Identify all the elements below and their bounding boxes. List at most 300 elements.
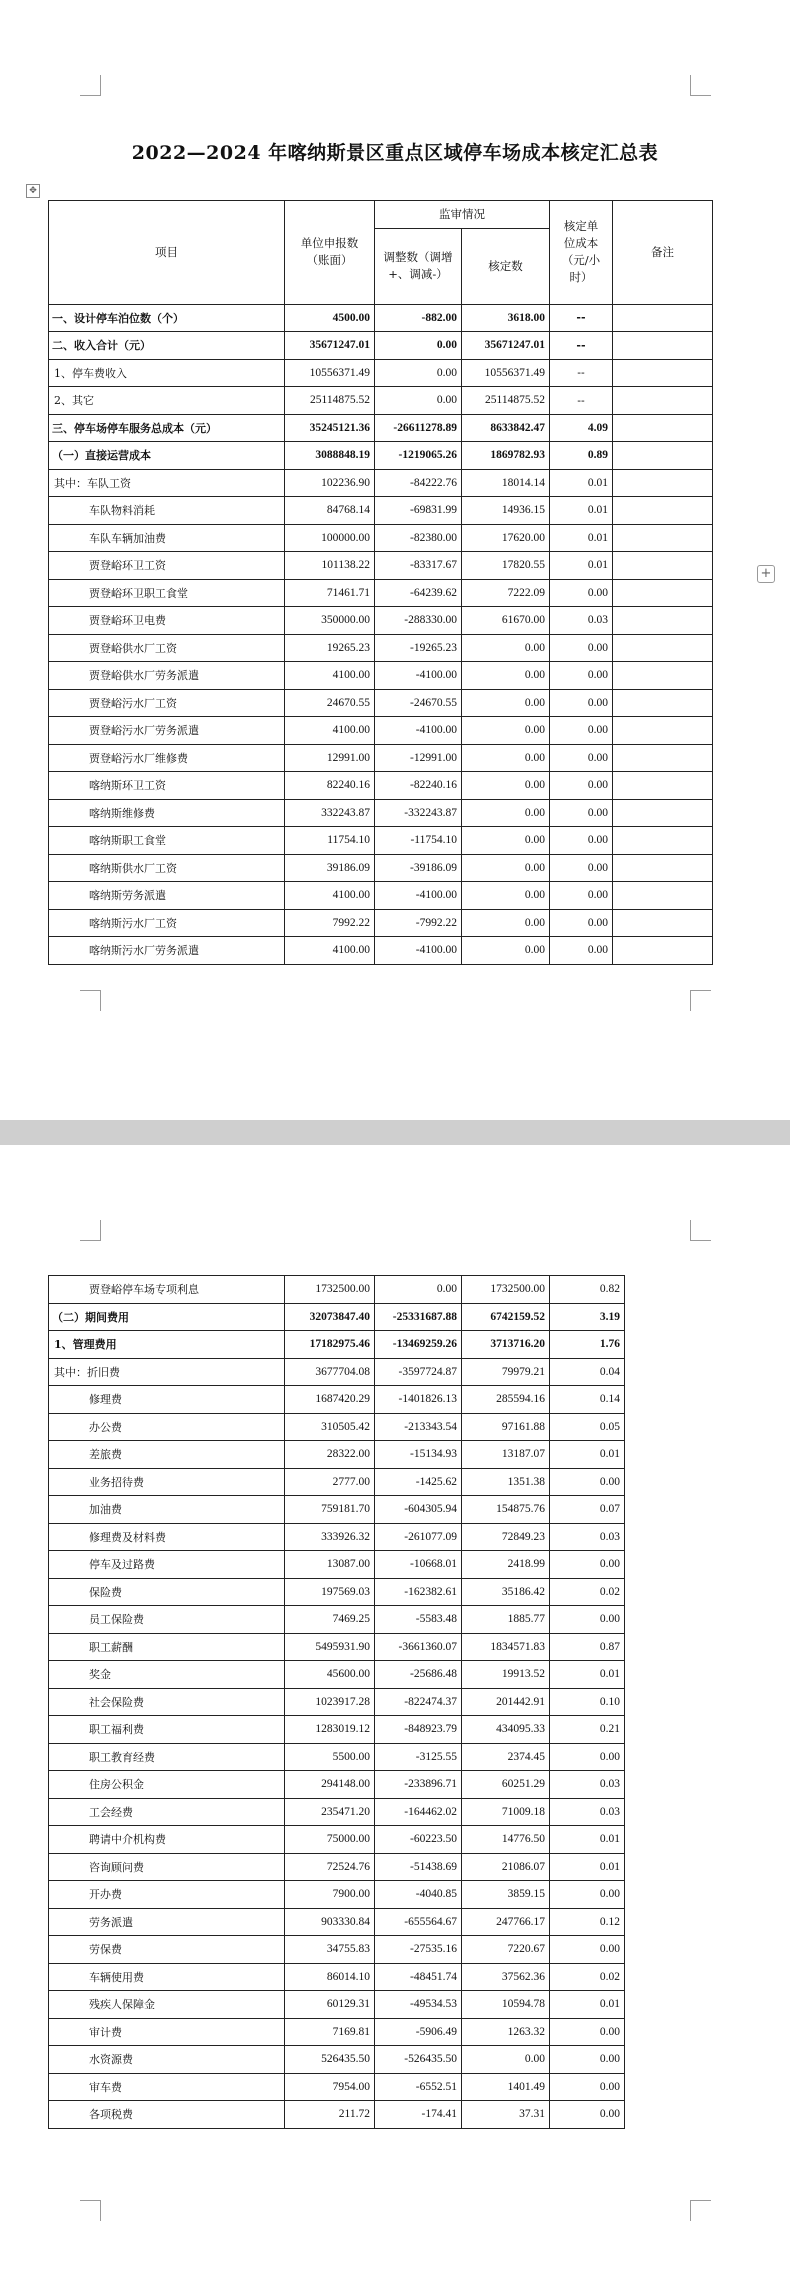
row-approved-value: 18014.14 — [462, 469, 550, 497]
row-item-name: 喀纳斯维修费 — [49, 799, 285, 827]
row-approved-value: 35671247.01 — [462, 332, 550, 360]
row-item-name: 修理费及材料费 — [49, 1523, 285, 1551]
row-declared-value: 10556371.49 — [285, 359, 375, 387]
table-row — [49, 1523, 625, 1551]
table-row — [49, 634, 713, 662]
table-row — [49, 1826, 625, 1854]
row-adjust-value: -83317.67 — [375, 552, 462, 580]
row-adjust-value: -162382.61 — [375, 1578, 462, 1606]
row-adjust-value: -12991.00 — [375, 744, 462, 772]
row-approved-value: 0.00 — [462, 799, 550, 827]
row-remark — [613, 662, 713, 690]
table-row — [49, 469, 713, 497]
row-adjust-value: -174.41 — [375, 2101, 462, 2129]
row-unit-cost: 0.00 — [550, 1468, 625, 1496]
row-declared-value: 526435.50 — [285, 2046, 375, 2074]
row-unit-cost: 3.19 — [550, 1303, 625, 1331]
row-unit-cost: 0.01 — [550, 1853, 625, 1881]
row-item-name: 奖金 — [49, 1661, 285, 1689]
margin-corner-mark — [80, 75, 101, 96]
row-unit-cost: 0.01 — [550, 552, 613, 580]
row-item-name: 社会保险费 — [49, 1688, 285, 1716]
row-approved-value: 154875.76 — [462, 1496, 550, 1524]
row-approved-value: 0.00 — [462, 909, 550, 937]
row-adjust-value: -24670.55 — [375, 689, 462, 717]
row-item-name: 贾登峪供水厂工资 — [49, 634, 285, 662]
row-unit-cost: 0.01 — [550, 1991, 625, 2019]
header-unit-cost: 核定单 位成本 （元/小 时） — [550, 201, 613, 305]
row-declared-value: 17182975.46 — [285, 1331, 375, 1359]
row-declared-value: 82240.16 — [285, 772, 375, 800]
row-declared-value: 197569.03 — [285, 1578, 375, 1606]
table-row — [49, 1688, 625, 1716]
row-declared-value: 7900.00 — [285, 1881, 375, 1909]
row-item-name: 其中：车队工资 — [49, 469, 285, 497]
table-row — [49, 689, 713, 717]
row-declared-value: 39186.09 — [285, 854, 375, 882]
table-row — [49, 1716, 625, 1744]
row-remark — [613, 332, 713, 360]
row-approved-value: 434095.33 — [462, 1716, 550, 1744]
row-adjust-value: -164462.02 — [375, 1798, 462, 1826]
row-item-name: 车队车辆加油费 — [49, 524, 285, 552]
row-approved-value: 14936.15 — [462, 497, 550, 525]
row-remark — [613, 772, 713, 800]
row-adjust-value: -3125.55 — [375, 1743, 462, 1771]
row-declared-value: 2777.00 — [285, 1468, 375, 1496]
row-declared-value: 1732500.00 — [285, 1276, 375, 1304]
table-row — [49, 799, 713, 827]
row-approved-value: 7222.09 — [462, 579, 550, 607]
row-unit-cost: 0.02 — [550, 1578, 625, 1606]
add-column-icon[interactable]: + — [757, 565, 775, 583]
row-declared-value: 24670.55 — [285, 689, 375, 717]
row-remark — [613, 634, 713, 662]
row-item-name: 各项税费 — [49, 2101, 285, 2129]
table-row — [49, 359, 713, 387]
table-row — [49, 1991, 625, 2019]
row-unit-cost: 0.03 — [550, 1771, 625, 1799]
table-row — [49, 579, 713, 607]
row-item-name: 贾登峪污水厂工资 — [49, 689, 285, 717]
table-row — [49, 332, 713, 360]
row-item-name: 1、管理费用 — [49, 1331, 285, 1359]
row-unit-cost: 0.00 — [550, 882, 613, 910]
row-unit-cost: 0.03 — [550, 607, 613, 635]
table-row — [49, 1468, 625, 1496]
row-unit-cost: 0.00 — [550, 1881, 625, 1909]
row-item-name: 喀纳斯职工食堂 — [49, 827, 285, 855]
row-item-name: 职工教育经费 — [49, 1743, 285, 1771]
table-row — [49, 1358, 625, 1386]
table-row — [49, 1276, 625, 1304]
row-declared-value: 45600.00 — [285, 1661, 375, 1689]
row-adjust-value: -82240.16 — [375, 772, 462, 800]
margin-corner-mark — [690, 2200, 711, 2221]
row-unit-cost: 0.82 — [550, 1276, 625, 1304]
row-item-name: 职工福利费 — [49, 1716, 285, 1744]
row-declared-value: 12991.00 — [285, 744, 375, 772]
header-approved: 核定数 — [462, 228, 550, 304]
row-adjust-value: -60223.50 — [375, 1826, 462, 1854]
row-declared-value: 5500.00 — [285, 1743, 375, 1771]
row-unit-cost: 0.00 — [550, 634, 613, 662]
table-row — [49, 1881, 625, 1909]
row-approved-value: 1732500.00 — [462, 1276, 550, 1304]
row-item-name: 三、停车场停车服务总成本（元） — [49, 414, 285, 442]
row-unit-cost: 0.05 — [550, 1413, 625, 1441]
row-declared-value: 32073847.40 — [285, 1303, 375, 1331]
row-unit-cost: 0.00 — [550, 2046, 625, 2074]
row-approved-value: 0.00 — [462, 772, 550, 800]
table-row — [49, 1331, 625, 1359]
row-approved-value: 1869782.93 — [462, 442, 550, 470]
row-adjust-value: -822474.37 — [375, 1688, 462, 1716]
table-row — [49, 1633, 625, 1661]
row-adjust-value: -288330.00 — [375, 607, 462, 635]
row-item-name: 贾登峪供水厂劳务派遣 — [49, 662, 285, 690]
row-item-name: 贾登峪停车场专项利息 — [49, 1276, 285, 1304]
row-approved-value: 201442.91 — [462, 1688, 550, 1716]
row-remark — [613, 442, 713, 470]
table-row — [49, 1441, 625, 1469]
table-row — [49, 1743, 625, 1771]
table-row — [49, 1551, 625, 1579]
row-approved-value: 0.00 — [462, 882, 550, 910]
row-declared-value: 101138.22 — [285, 552, 375, 580]
row-approved-value: 72849.23 — [462, 1523, 550, 1551]
row-remark — [613, 909, 713, 937]
row-unit-cost: 0.07 — [550, 1496, 625, 1524]
row-item-name: 工会经费 — [49, 1798, 285, 1826]
row-item-name: 车辆使用费 — [49, 1963, 285, 1991]
header-adjust: 调整数（调增 +、调减-） — [375, 228, 462, 304]
row-remark — [613, 469, 713, 497]
row-remark — [613, 717, 713, 745]
row-adjust-value: -4100.00 — [375, 937, 462, 965]
row-unit-cost: 0.21 — [550, 1716, 625, 1744]
row-adjust-value: -6552.51 — [375, 2073, 462, 2101]
row-declared-value: 211.72 — [285, 2101, 375, 2129]
row-adjust-value: -332243.87 — [375, 799, 462, 827]
row-item-name: 审计费 — [49, 2018, 285, 2046]
row-approved-value: 0.00 — [462, 634, 550, 662]
table-row — [49, 442, 713, 470]
row-item-name: 停车及过路费 — [49, 1551, 285, 1579]
margin-corner-mark — [80, 1220, 101, 1241]
row-adjust-value: 0.00 — [375, 332, 462, 360]
row-remark — [613, 497, 713, 525]
row-remark — [613, 304, 713, 332]
table-row — [49, 2101, 625, 2129]
row-unit-cost: 0.00 — [550, 744, 613, 772]
row-unit-cost: 0.01 — [550, 1661, 625, 1689]
row-unit-cost: 0.00 — [550, 854, 613, 882]
row-unit-cost: 0.00 — [550, 1606, 625, 1634]
table-row — [49, 414, 713, 442]
row-remark — [613, 579, 713, 607]
row-item-name: 聘请中介机构费 — [49, 1826, 285, 1854]
header-item: 项目 — [49, 201, 285, 305]
table-row — [49, 1661, 625, 1689]
row-approved-value: 1401.49 — [462, 2073, 550, 2101]
row-unit-cost: 0.00 — [550, 2018, 625, 2046]
table-row — [49, 854, 713, 882]
row-item-name: 修理费 — [49, 1386, 285, 1414]
row-item-name: 喀纳斯供水厂工资 — [49, 854, 285, 882]
row-approved-value: 21086.07 — [462, 1853, 550, 1881]
row-unit-cost: 0.12 — [550, 1908, 625, 1936]
row-item-name: 贾登峪污水厂维修费 — [49, 744, 285, 772]
row-unit-cost: 0.02 — [550, 1963, 625, 1991]
row-item-name: 贾登峪环卫电费 — [49, 607, 285, 635]
table-row — [49, 827, 713, 855]
row-unit-cost: 0.00 — [550, 909, 613, 937]
row-item-name: 残疾人保障金 — [49, 1991, 285, 2019]
row-approved-value: 2418.99 — [462, 1551, 550, 1579]
table-row — [49, 772, 713, 800]
row-unit-cost: 1.76 — [550, 1331, 625, 1359]
row-approved-value: 35186.42 — [462, 1578, 550, 1606]
row-unit-cost: 0.00 — [550, 937, 613, 965]
row-declared-value: 25114875.52 — [285, 387, 375, 415]
row-remark — [613, 799, 713, 827]
row-adjust-value: -213343.54 — [375, 1413, 462, 1441]
row-remark — [613, 387, 713, 415]
table-row — [49, 1413, 625, 1441]
row-adjust-value: -7992.22 — [375, 909, 462, 937]
row-item-name: 业务招待费 — [49, 1468, 285, 1496]
table-row — [49, 1578, 625, 1606]
row-adjust-value: -11754.10 — [375, 827, 462, 855]
row-unit-cost: 0.00 — [550, 2073, 625, 2101]
row-adjust-value: -1425.62 — [375, 1468, 462, 1496]
row-remark — [613, 607, 713, 635]
row-item-name: 二、收入合计（元） — [49, 332, 285, 360]
row-unit-cost: 0.00 — [550, 1936, 625, 1964]
row-declared-value: 35671247.01 — [285, 332, 375, 360]
row-unit-cost: 0.01 — [550, 1826, 625, 1854]
row-item-name: 其中：折旧费 — [49, 1358, 285, 1386]
row-approved-value: 0.00 — [462, 827, 550, 855]
row-unit-cost: 0.01 — [550, 497, 613, 525]
table-row — [49, 2046, 625, 2074]
row-declared-value: 235471.20 — [285, 1798, 375, 1826]
row-declared-value: 28322.00 — [285, 1441, 375, 1469]
table-row — [49, 2018, 625, 2046]
margin-corner-mark — [80, 2200, 101, 2221]
row-adjust-value: -261077.09 — [375, 1523, 462, 1551]
row-approved-value: 1885.77 — [462, 1606, 550, 1634]
row-unit-cost: -- — [550, 304, 613, 332]
row-approved-value: 17820.55 — [462, 552, 550, 580]
row-adjust-value: -19265.23 — [375, 634, 462, 662]
row-remark — [613, 552, 713, 580]
row-adjust-value: -5583.48 — [375, 1606, 462, 1634]
table-row — [49, 552, 713, 580]
row-adjust-value: -882.00 — [375, 304, 462, 332]
row-declared-value: 13087.00 — [285, 1551, 375, 1579]
cost-summary-table-continued — [48, 1275, 625, 2129]
row-item-name: 喀纳斯污水厂劳务派遣 — [49, 937, 285, 965]
row-adjust-value: -39186.09 — [375, 854, 462, 882]
table-row — [49, 882, 713, 910]
row-unit-cost: 4.09 — [550, 414, 613, 442]
row-approved-value: 3859.15 — [462, 1881, 550, 1909]
header-remark: 备注 — [613, 201, 713, 305]
row-item-name: 喀纳斯劳务派遣 — [49, 882, 285, 910]
table-row — [49, 1936, 625, 1964]
row-item-name: 喀纳斯污水厂工资 — [49, 909, 285, 937]
row-adjust-value: -4040.85 — [375, 1881, 462, 1909]
row-approved-value: 1834571.83 — [462, 1633, 550, 1661]
row-adjust-value: -25331687.88 — [375, 1303, 462, 1331]
row-declared-value: 34755.83 — [285, 1936, 375, 1964]
row-item-name: 车队物料消耗 — [49, 497, 285, 525]
row-unit-cost: 0.87 — [550, 1633, 625, 1661]
row-adjust-value: -5906.49 — [375, 2018, 462, 2046]
row-approved-value: 79979.21 — [462, 1358, 550, 1386]
row-adjust-value: -655564.67 — [375, 1908, 462, 1936]
table-move-handle-icon[interactable]: ✥ — [26, 184, 40, 198]
row-declared-value: 7992.22 — [285, 909, 375, 937]
row-approved-value: 7220.67 — [462, 1936, 550, 1964]
row-unit-cost: 0.00 — [550, 2101, 625, 2129]
row-unit-cost: 0.04 — [550, 1358, 625, 1386]
page-gap — [0, 1120, 790, 1145]
row-adjust-value: -49534.53 — [375, 1991, 462, 2019]
row-unit-cost: 0.89 — [550, 442, 613, 470]
row-adjust-value: -82380.00 — [375, 524, 462, 552]
row-item-name: 1、停车费收入 — [49, 359, 285, 387]
row-approved-value: 1351.38 — [462, 1468, 550, 1496]
table-row — [49, 1963, 625, 1991]
row-declared-value: 4100.00 — [285, 882, 375, 910]
row-item-name: 职工薪酬 — [49, 1633, 285, 1661]
row-approved-value: 247766.17 — [462, 1908, 550, 1936]
row-approved-value: 37.31 — [462, 2101, 550, 2129]
row-adjust-value: -848923.79 — [375, 1716, 462, 1744]
row-declared-value: 7954.00 — [285, 2073, 375, 2101]
row-declared-value: 5495931.90 — [285, 1633, 375, 1661]
row-adjust-value: -3597724.87 — [375, 1358, 462, 1386]
row-unit-cost: 0.00 — [550, 689, 613, 717]
page-title: 2022—2024 年喀纳斯景区重点区域停车场成本核定汇总表 — [131, 142, 659, 164]
row-item-name: 2、其它 — [49, 387, 285, 415]
row-unit-cost: 0.00 — [550, 662, 613, 690]
row-approved-value: 61670.00 — [462, 607, 550, 635]
row-remark — [613, 882, 713, 910]
row-adjust-value: 0.00 — [375, 359, 462, 387]
table-row — [49, 2073, 625, 2101]
row-declared-value: 3088848.19 — [285, 442, 375, 470]
row-unit-cost: 0.00 — [550, 827, 613, 855]
row-unit-cost: 0.03 — [550, 1798, 625, 1826]
row-declared-value: 102236.90 — [285, 469, 375, 497]
table-row — [49, 607, 713, 635]
row-adjust-value: -3661360.07 — [375, 1633, 462, 1661]
document-page-1 — [0, 0, 790, 1120]
table-row — [49, 717, 713, 745]
row-approved-value: 0.00 — [462, 937, 550, 965]
row-adjust-value: -51438.69 — [375, 1853, 462, 1881]
row-approved-value: 97161.88 — [462, 1413, 550, 1441]
row-approved-value: 8633842.47 — [462, 414, 550, 442]
row-remark — [613, 359, 713, 387]
document-page-2 — [0, 1145, 790, 2290]
row-remark — [613, 937, 713, 965]
row-approved-value: 60251.29 — [462, 1771, 550, 1799]
row-adjust-value: -4100.00 — [375, 882, 462, 910]
row-declared-value: 60129.31 — [285, 1991, 375, 2019]
row-declared-value: 332243.87 — [285, 799, 375, 827]
table-row — [49, 1853, 625, 1881]
row-adjust-value: -25686.48 — [375, 1661, 462, 1689]
row-item-name: 住房公积金 — [49, 1771, 285, 1799]
header-unit-declared: 单位申报数 （账面） — [285, 201, 375, 305]
row-approved-value: 17620.00 — [462, 524, 550, 552]
row-approved-value: 10556371.49 — [462, 359, 550, 387]
row-unit-cost: 0.00 — [550, 579, 613, 607]
row-item-name: 保险费 — [49, 1578, 285, 1606]
row-item-name: 劳保费 — [49, 1936, 285, 1964]
row-approved-value: 6742159.52 — [462, 1303, 550, 1331]
row-declared-value: 7469.25 — [285, 1606, 375, 1634]
row-unit-cost: 0.00 — [550, 772, 613, 800]
row-approved-value: 37562.36 — [462, 1963, 550, 1991]
row-adjust-value: -64239.62 — [375, 579, 462, 607]
row-adjust-value: 0.00 — [375, 387, 462, 415]
row-declared-value: 1283019.12 — [285, 1716, 375, 1744]
row-item-name: 开办费 — [49, 1881, 285, 1909]
row-approved-value: 285594.16 — [462, 1386, 550, 1414]
row-declared-value: 759181.70 — [285, 1496, 375, 1524]
row-unit-cost: 0.03 — [550, 1523, 625, 1551]
row-approved-value: 0.00 — [462, 744, 550, 772]
row-declared-value: 11754.10 — [285, 827, 375, 855]
row-declared-value: 4100.00 — [285, 662, 375, 690]
row-adjust-value: -1219065.26 — [375, 442, 462, 470]
row-adjust-value: -1401826.13 — [375, 1386, 462, 1414]
row-approved-value: 0.00 — [462, 662, 550, 690]
table-row — [49, 1798, 625, 1826]
margin-corner-mark — [690, 1220, 711, 1241]
row-declared-value: 3677704.08 — [285, 1358, 375, 1386]
row-item-name: 贾登峪环卫职工食堂 — [49, 579, 285, 607]
row-remark — [613, 524, 713, 552]
row-adjust-value: -526435.50 — [375, 2046, 462, 2074]
row-item-name: 员工保险费 — [49, 1606, 285, 1634]
margin-corner-mark — [690, 75, 711, 96]
row-adjust-value: -26611278.89 — [375, 414, 462, 442]
row-item-name: 贾登峪污水厂劳务派遣 — [49, 717, 285, 745]
row-remark — [613, 854, 713, 882]
table-row — [49, 497, 713, 525]
row-declared-value: 7169.81 — [285, 2018, 375, 2046]
row-unit-cost: 0.01 — [550, 1441, 625, 1469]
row-item-name: （二）期间费用 — [49, 1303, 285, 1331]
row-approved-value: 0.00 — [462, 2046, 550, 2074]
row-declared-value: 4500.00 — [285, 304, 375, 332]
row-declared-value: 1023917.28 — [285, 1688, 375, 1716]
row-item-name: 加油费 — [49, 1496, 285, 1524]
table-row — [49, 1908, 625, 1936]
table-row — [49, 1606, 625, 1634]
row-adjust-value: -48451.74 — [375, 1963, 462, 1991]
row-item-name: 一、设计停车泊位数（个） — [49, 304, 285, 332]
row-unit-cost: 0.00 — [550, 1743, 625, 1771]
row-declared-value: 84768.14 — [285, 497, 375, 525]
